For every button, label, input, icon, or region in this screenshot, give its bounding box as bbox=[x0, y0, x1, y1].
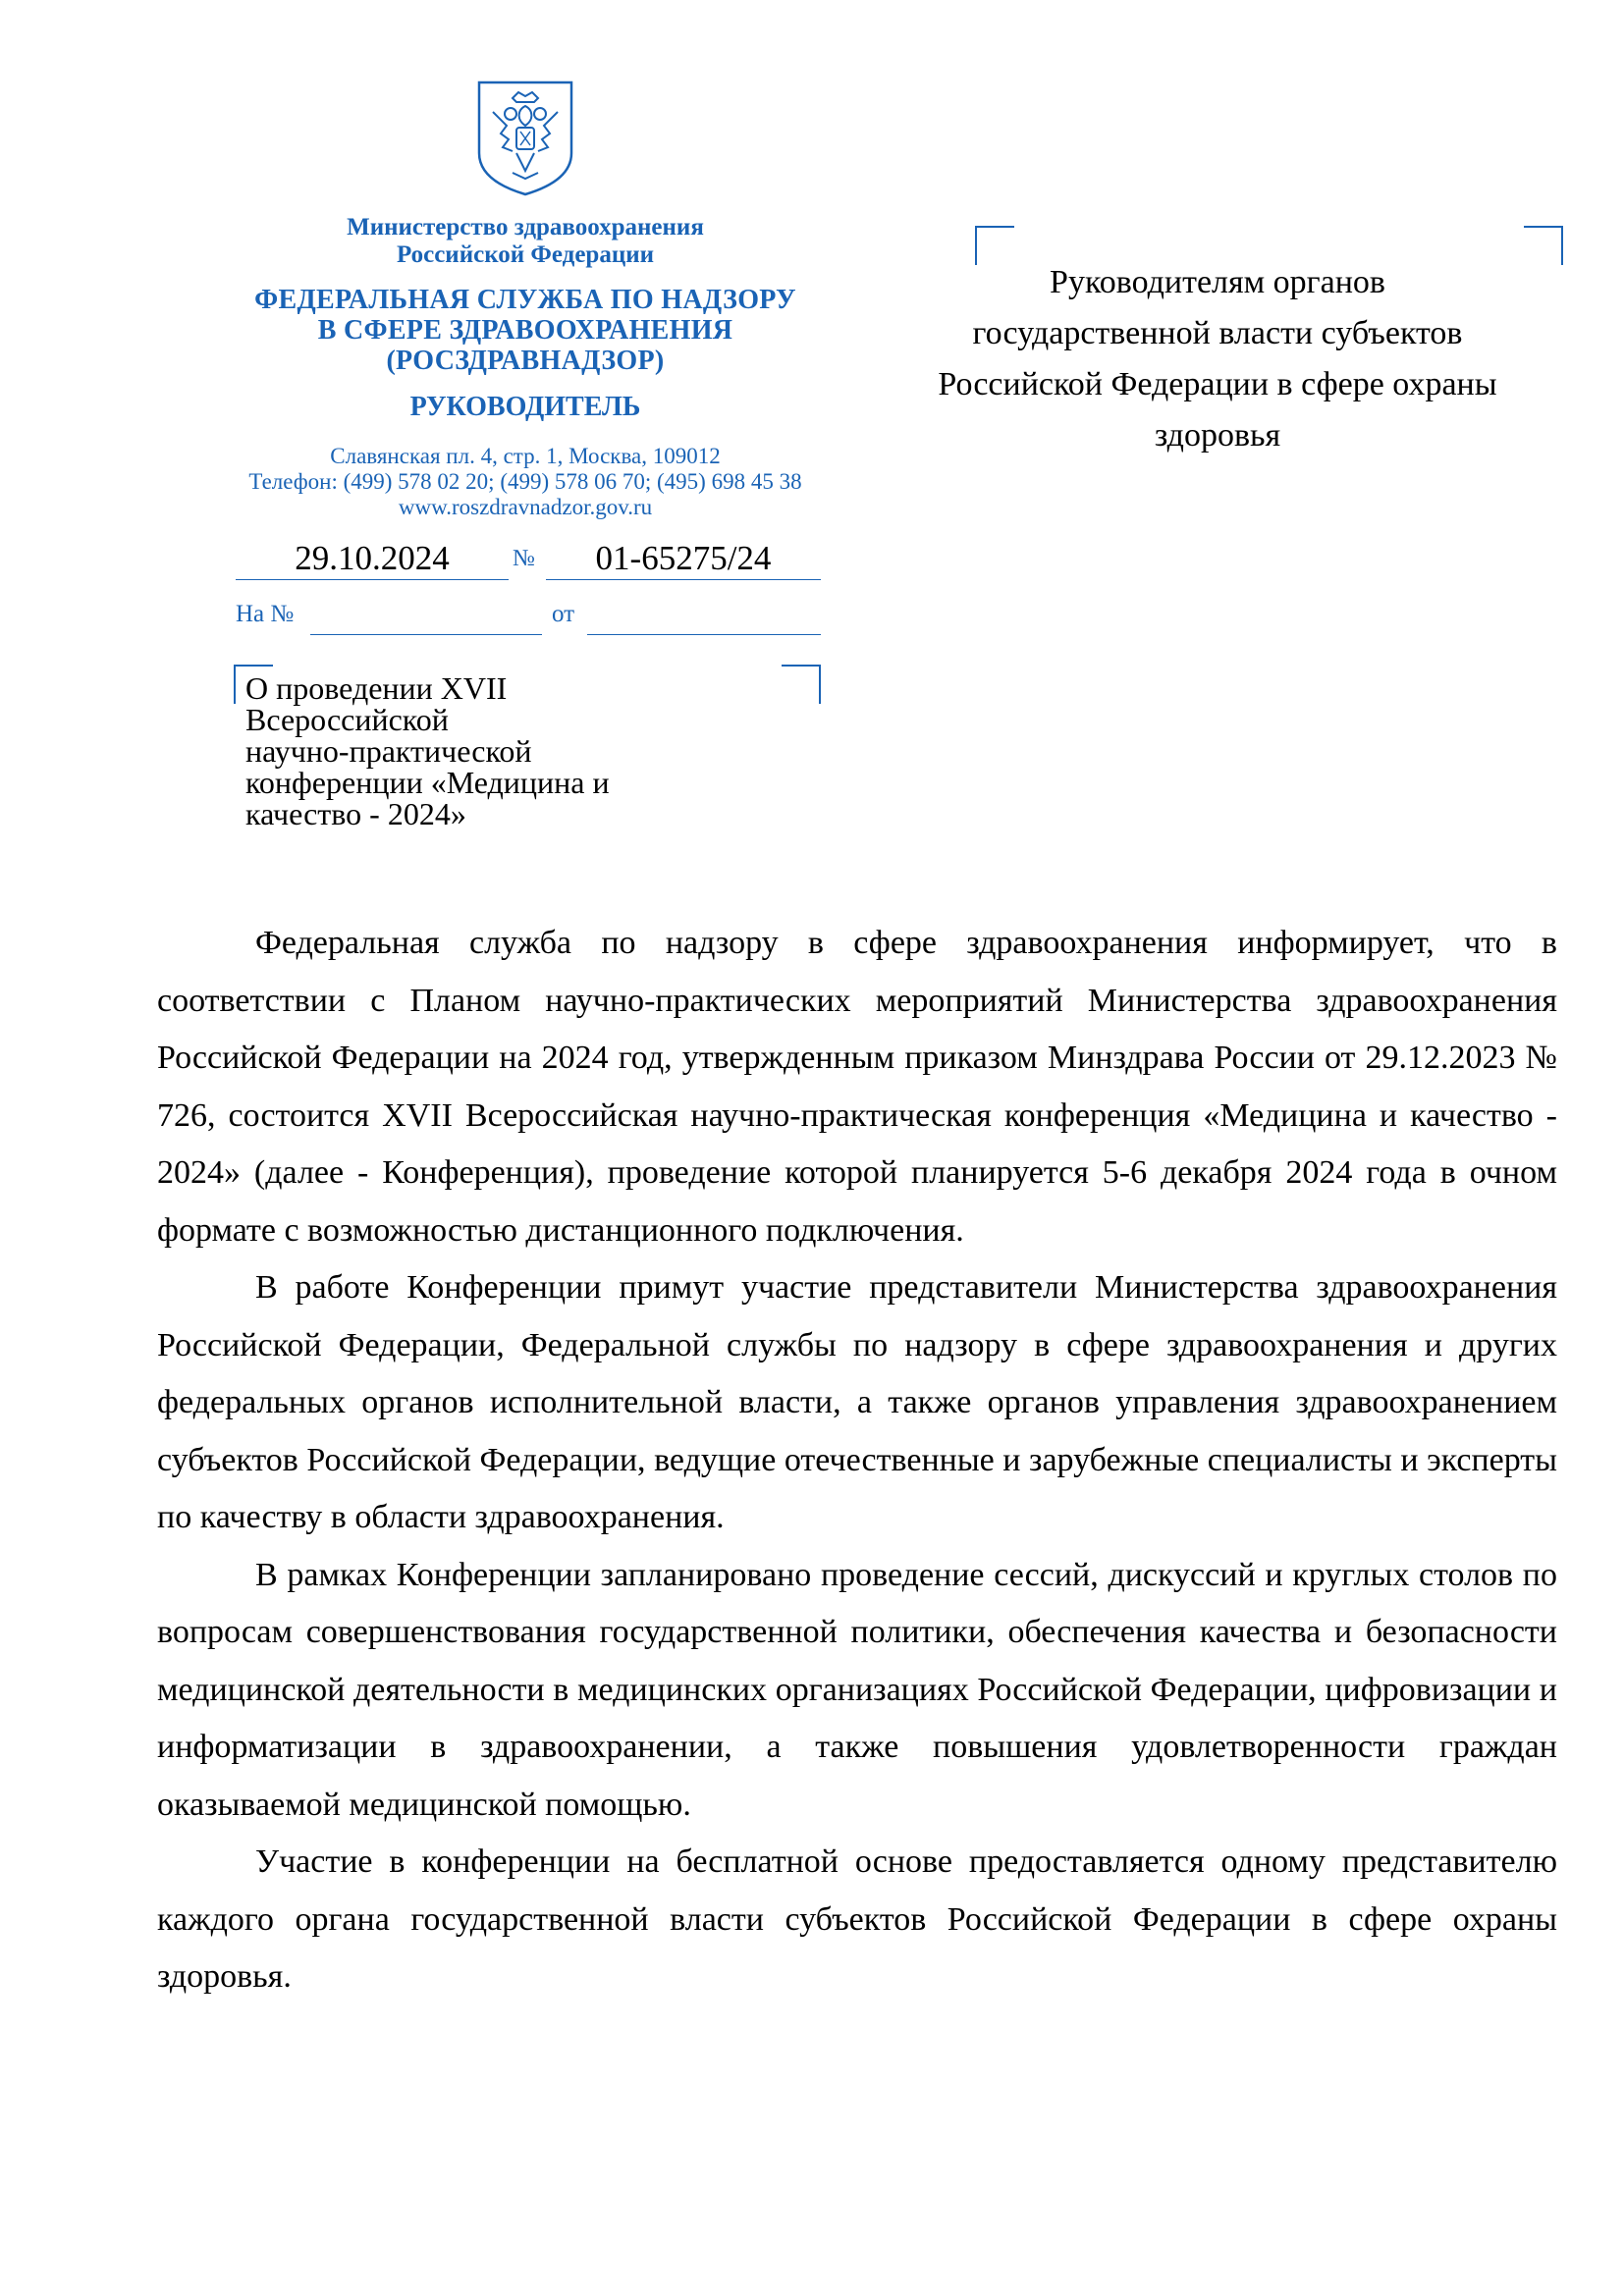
website: www.roszdravnadzor.gov.ru bbox=[398, 495, 653, 519]
head-title: РУКОВОДИТЕЛЬ bbox=[409, 392, 641, 422]
body-paragraph: Участие в конференции на бесплатной основе предоставляется одному представителю каждого органа государственной власти субъектов Российской Федерации в сфере охраны здоровья. bbox=[157, 1843, 1557, 1995]
from-label: от bbox=[552, 601, 575, 627]
service-name: ФЕДЕРАЛЬНАЯ СЛУЖБА ПО НАДЗОРУ В СФЕРЕ ЗДРАВООХРАНЕНИЯ (РОСЗДРАВНАДЗОР) bbox=[254, 285, 796, 376]
address: Славянская пл. 4, стр. 1, Москва, 109012 bbox=[330, 444, 721, 468]
ministry-name: Министерство здравоохранения Российской Федерации bbox=[347, 214, 704, 268]
registration-date: 29.10.2024 bbox=[236, 538, 509, 580]
letter-body bbox=[157, 915, 1557, 2006]
registration-number-label: № bbox=[513, 546, 535, 571]
body-paragraph: В работе Конференции примут участие представители Министерства здравоохранения Российской Федерации, Федеральной службы по надзору в сфере здравоохранения и других федеральных органов исполнительной власти, а также органов управления здравоохранением субъектов Российской Федерации, ведущие отечественные и зарубежные специалисты и эксперты по качеству в области здравоохранения. bbox=[157, 1269, 1557, 1535]
from-date-blank bbox=[587, 634, 821, 635]
addressee-block: Руководителям органов государственной власти субъектов Российской Федерации в сфере охраны здоровья bbox=[938, 264, 1497, 454]
russian-coat-of-arms-icon bbox=[473, 77, 577, 198]
letter-subject: О проведении XVII Всероссийской научно-практической конференции «Медицина и качество - 2024» bbox=[245, 670, 610, 831]
subject-corner-right bbox=[782, 665, 821, 704]
body-paragraph: Федеральная служба по надзору в сфере здравоохранения информирует, что в соответствии с Планом научно-практических мероприятий Министерства здравоохранения Российской Федерации на 2024 год, утвержденным приказом Минздрава России от 29.12.2023 № 726, состоится XVII Всероссийская научно-практическая конференция «Медицина и качество - 2024» (далее - Конференция), проведение которой планируется 5-6 декабря 2024 года в очном формате с возможностью дистанционного подключения. bbox=[157, 925, 1557, 1249]
reply-to-label: На № bbox=[236, 601, 295, 627]
phone: Телефон: (499) 578 02 20; (499) 578 06 70; (495) 698 45 38 bbox=[248, 469, 802, 494]
registration-number: 01-65275/24 bbox=[546, 538, 821, 580]
reply-to-number-blank bbox=[310, 634, 542, 635]
contacts-block bbox=[216, 444, 835, 520]
body-paragraph: В рамках Конференции запланировано проведение сессий, дискуссий и круглых столов по вопросам совершенствования государственной политики, обеспечения качества и безопасности медицинской деятельности в медицинских организациях Российской Федерации, цифровизации и информатизации в здравоохранении, а также повышения удовлетворенности граждан оказываемой медицинской помощью. bbox=[157, 1556, 1557, 1823]
